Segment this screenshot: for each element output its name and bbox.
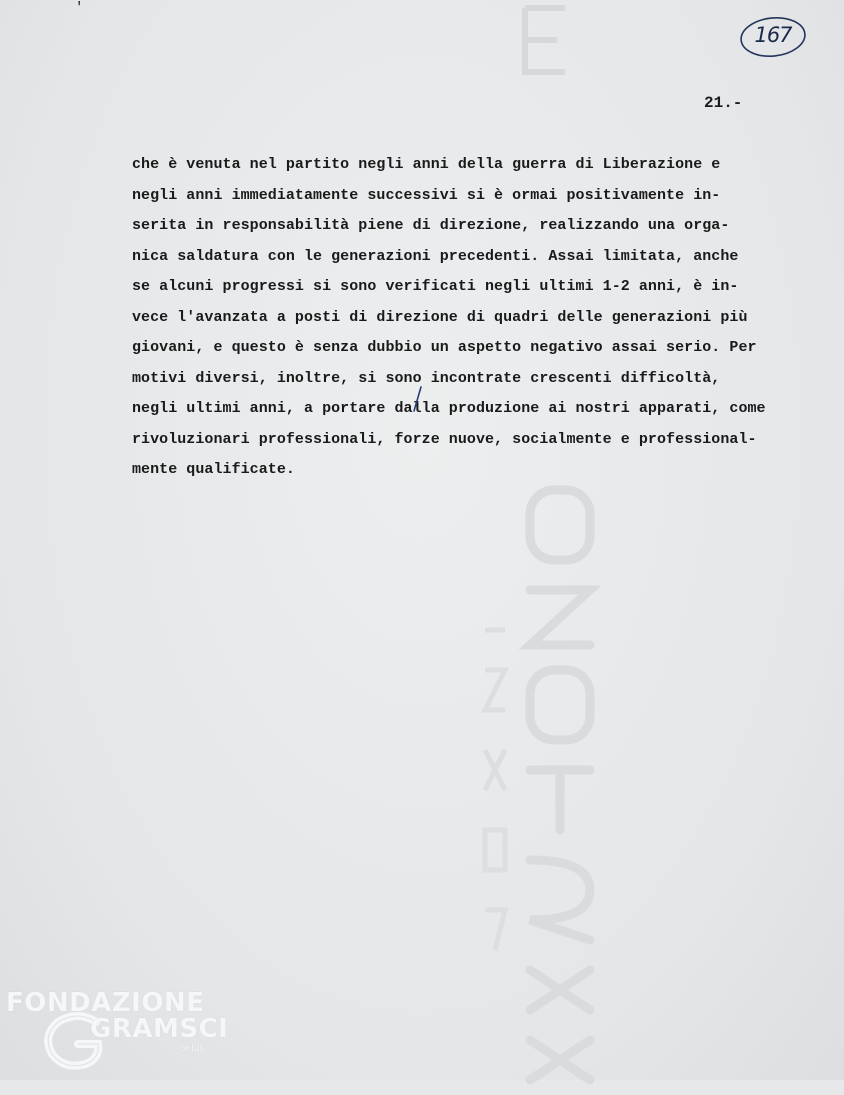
archive-number-text: 167: [754, 23, 792, 47]
bleed-through-mark: [505, 0, 595, 90]
text-line: rivoluzionari professionali, forze nuove, socialmente e professional-: [132, 430, 757, 448]
text-line: motivi diversi, inoltre, si sono incontrate crescenti difficoltà,: [132, 369, 721, 387]
corner-tick-mark: ': [75, 0, 84, 16]
page-number: 21.-: [704, 94, 743, 112]
text-line: negli ultimi anni, a portare dalla produzione ai nostri apparati, come: [132, 400, 766, 417]
text-line: negli anni immediatamente successivi si è ormai positivamente in-: [132, 186, 721, 204]
bleed-through-stamp: [470, 470, 650, 1090]
logo-line-fondazione: FONDAZIONE: [6, 988, 205, 1018]
text-line: giovani, e questo è senza dubbio un aspetto negativo assai serio. Per: [132, 339, 757, 356]
logo-line-gramsci: GRAMSCI: [90, 1014, 229, 1044]
fondazione-gramsci-watermark: [4, 988, 229, 1078]
text-line: se alcuni progressi si sono verificati negli ultimi 1-2 anni, è in-: [132, 278, 739, 295]
pen-correction-mark: [410, 385, 424, 413]
text-line: vece l'avanzata a posti di direzione di quadri delle generazioni più: [132, 308, 748, 326]
text-line: serita in responsabilità piene di direzione, realizzando una orga-: [132, 217, 730, 234]
text-line: che è venuta nel partito negli anni della guerra di Liberazione e: [132, 156, 721, 173]
logo-suffix: onlus: [180, 1044, 205, 1054]
text-line: mente qualificate.: [132, 461, 295, 478]
text-line: nica saldatura con le generazioni precedenti. Assai limitata, anche: [132, 247, 739, 265]
typewritten-paragraph: [132, 150, 832, 486]
archive-page-number: [738, 14, 808, 60]
